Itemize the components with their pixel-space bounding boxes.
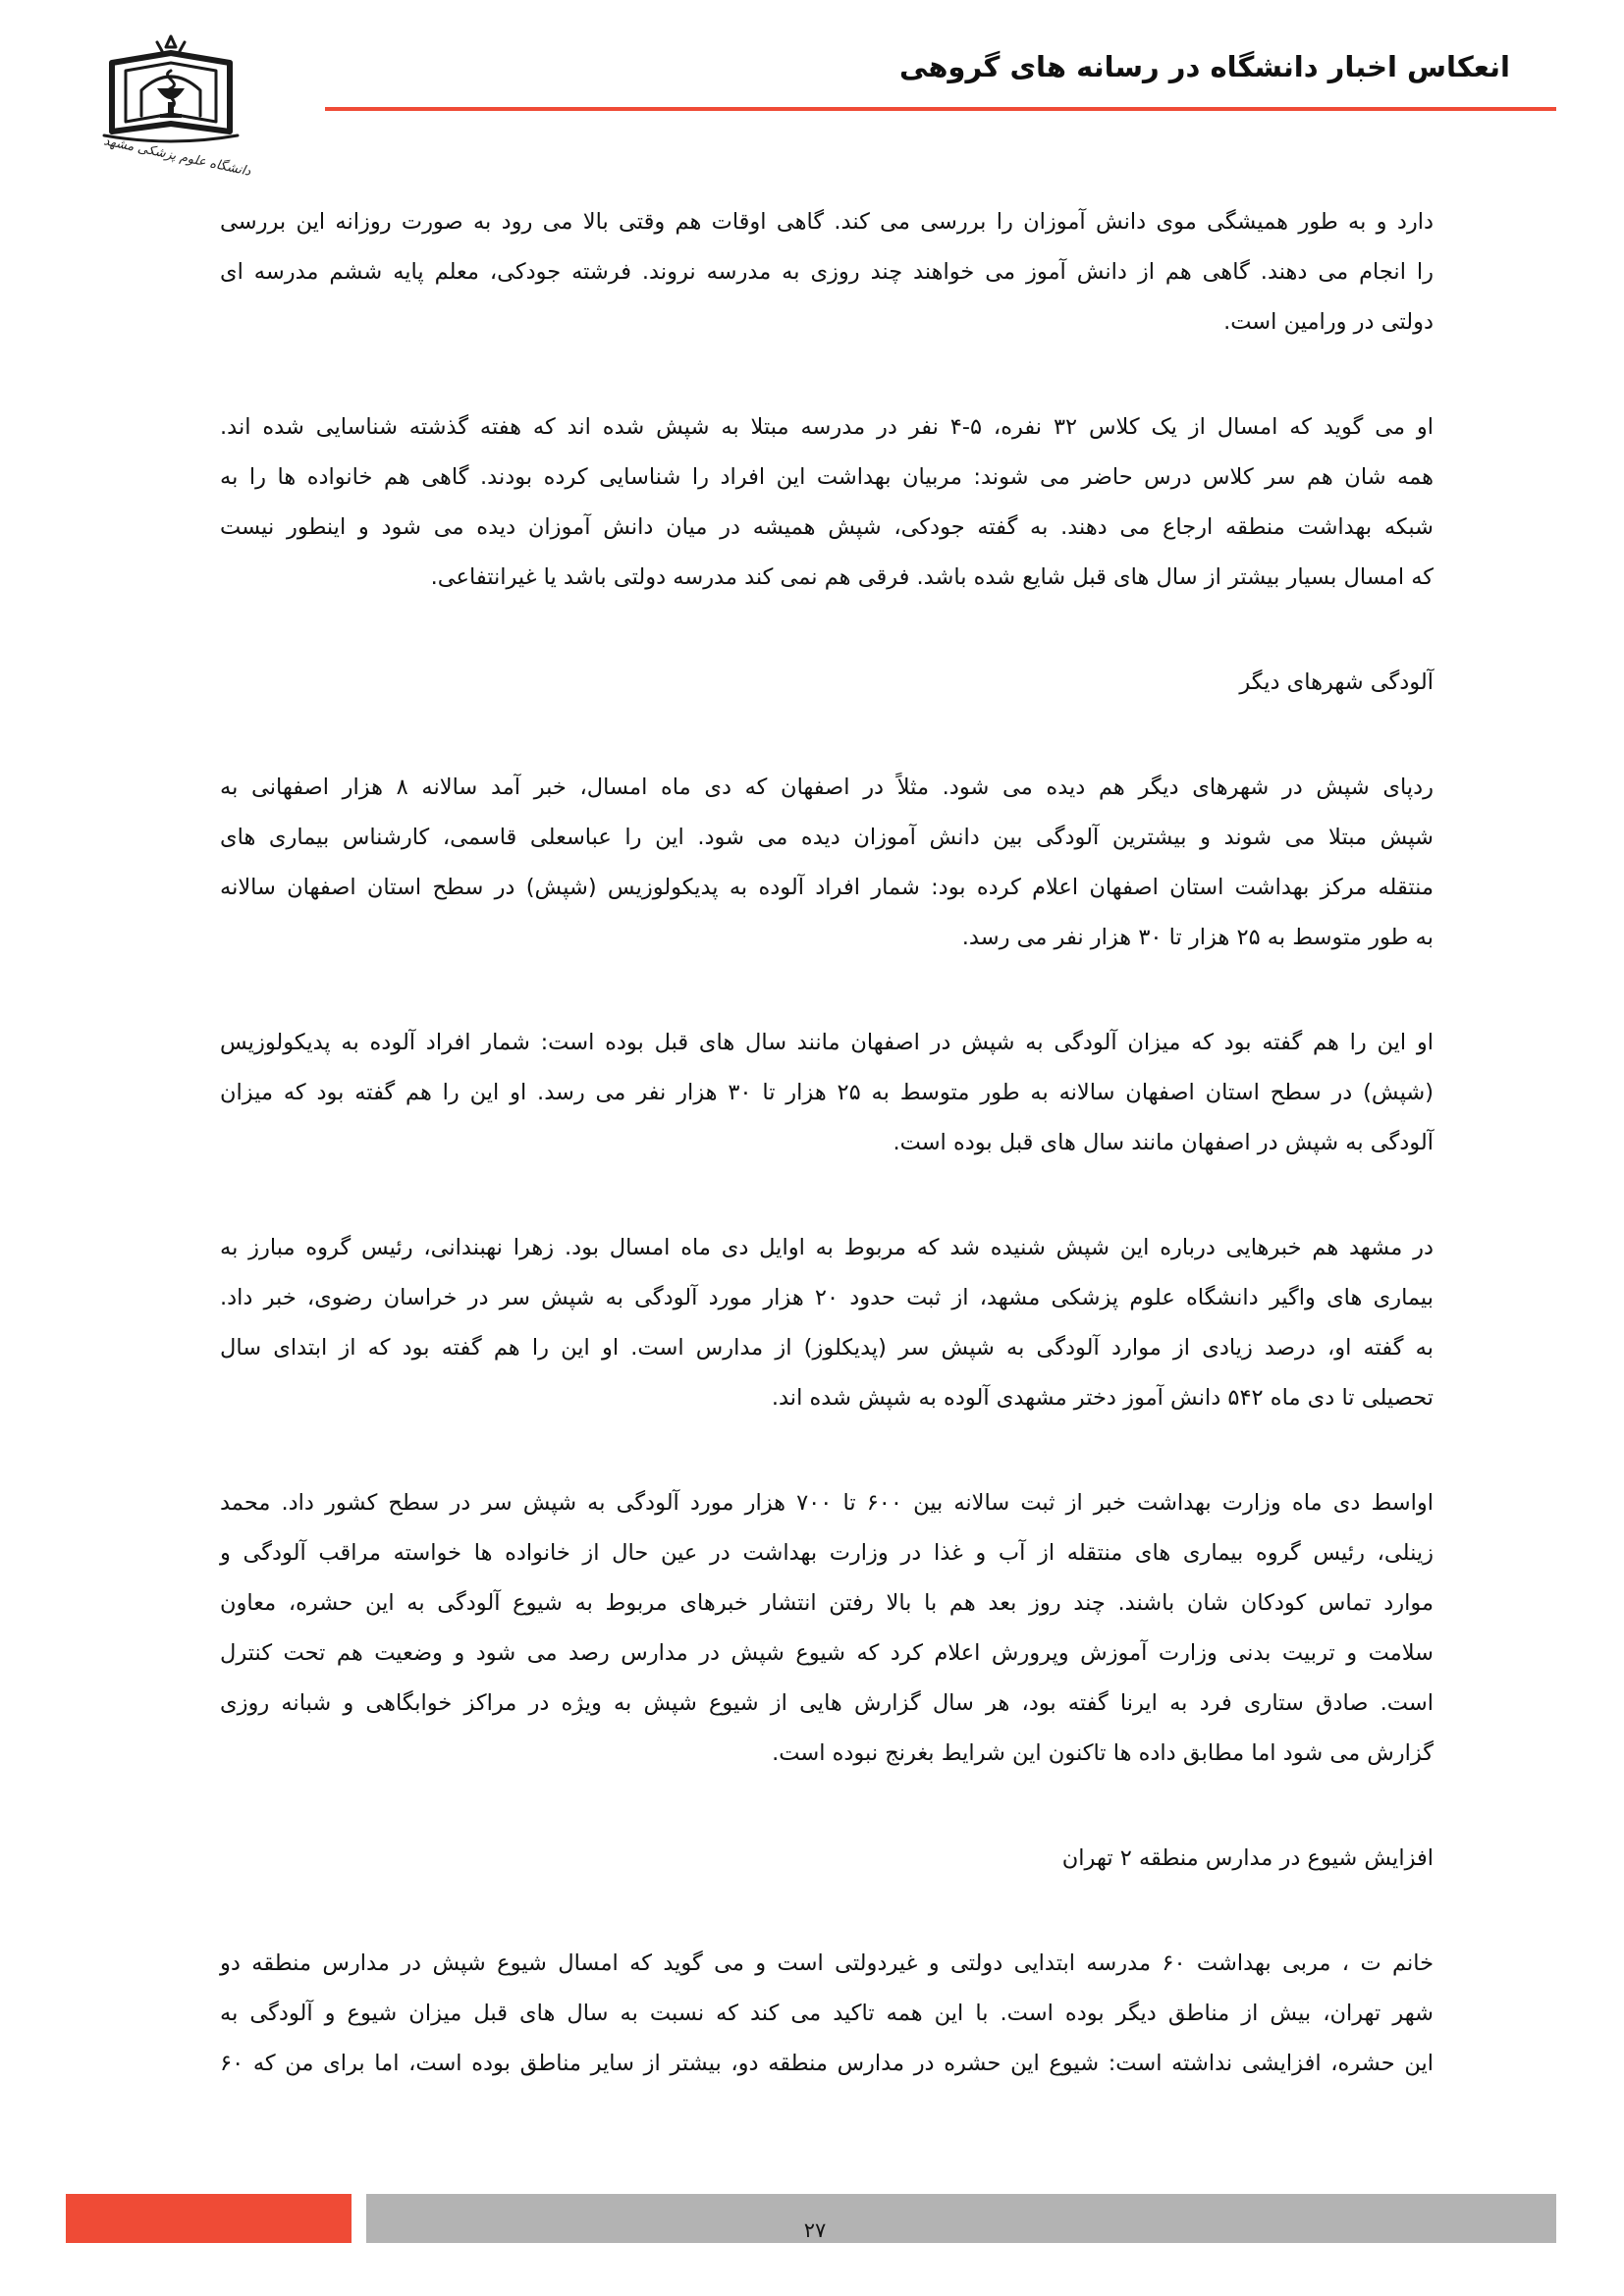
- paragraph: [220, 1018, 1434, 1168]
- paragraph: [220, 763, 1434, 963]
- page-title: انعکاس اخبار دانشگاه در رسانه های گروهی: [898, 50, 1510, 83]
- paragraph-line: گزارش می شود اما مطابق داده ها تاکنون این شرایط بغرنج نبوده است.: [772, 1740, 1434, 1766]
- paragraph-line: تحصیلی تا دی ماه ۵۴۲ دانش آموز دختر مشهدی آلوده به شپش شده اند.: [771, 1385, 1434, 1411]
- paragraph-line: همه شان هم سر کلاس درس حاضر می شوند: مربیان بهداشت این افراد را شناسایی کرده بودند. گاهی هم خانواده ها را به: [220, 464, 1434, 490]
- paragraph-line: موارد تماس کودکان شان باشند. چند روز بعد هم با بالا رفتن انتشار خبرهای مربوط به شیوع آلودگی به این حشره، معاون: [220, 1590, 1434, 1616]
- paragraph: [220, 1223, 1434, 1423]
- paragraph-line: اواسط دی ماه وزارت بهداشت خبر از ثبت سالانه بین ۶۰۰ تا ۷۰۰ هزار مورد آلودگی به شپش سر در سطح کشور داد. محمد: [220, 1490, 1435, 1516]
- paragraph-line: این حشره، افزایشی نداشته است: شیوع این حشره در مدارس منطقه دو، بیشتر از سایر مناطق بوده است، اما برای من که ۶۰: [220, 2051, 1434, 2076]
- paragraph-line: است. صادق ستاری فرد به ایرنا گفته بود، هر سال گزارش هایی از شیوع شپش به ویژه در مراکز خوابگاهی و شبانه روزی: [220, 1690, 1434, 1716]
- paragraph-line: دولتی در ورامین است.: [1223, 309, 1434, 335]
- header-divider: [325, 107, 1556, 111]
- paragraph-line: منتقله مرکز بهداشت استان اصفهان اعلام کرده بود: شمار افراد آلوده به پدیکولوزیس (شپش) در سطح استان اصفهان سالانه: [220, 875, 1434, 900]
- paragraph-line: او این را هم گفته بود که میزان آلودگی به شپش در اصفهان مانند سال های قبل بوده است: شمار افراد آلوده به پدیکولوزیس: [220, 1030, 1434, 1055]
- footer-gray-bar: [366, 2194, 1556, 2243]
- emblem-goblet: [157, 88, 185, 118]
- paragraph: [220, 197, 1434, 347]
- paragraph-line: (شپش) در سطح استان اصفهان سالانه به طور متوسط به ۲۵ هزار تا ۳۰ هزار نفر می رسد. او این را هم گفته بود که میزان: [220, 1080, 1434, 1105]
- page-number: ۲۷: [803, 2218, 827, 2242]
- paragraph-line: ردپای شپش در شهرهای دیگر هم دیده می شود. مثلاً در اصفهان که دی ماه امسال، خبر آمد سالانه ۸ هزار اصفهانی به: [220, 774, 1434, 800]
- university-emblem-icon: [98, 33, 244, 149]
- emblem-crown: [157, 36, 185, 51]
- paragraph-line: شپش مبتلا می شوند و بیشترین آلودگی بین دانش آموزان دیده می شود. این را عباسعلی قاسمی، کارشناس بیماری های: [220, 825, 1434, 850]
- footer-accent-bar: [66, 2194, 352, 2243]
- paragraph-line: در مشهد هم خبرهایی درباره این شپش شنیده شد که مربوط به اوایل دی ماه امسال بود. زهرا نهبندانی، رئیس گروه مبارز به: [220, 1235, 1434, 1260]
- paragraph-line: به گفته او، درصد زیادی از موارد آلودگی به شپش سر (پدیکلوز) از مدارس است. او این را هم گفته بود که از ابتدای سال: [220, 1335, 1434, 1361]
- paragraph-line: سلامت و تربیت بدنی وزارت آموزش وپرورش اعلام کرد که شیوع شپش در مدارس رصد می شود و وضعیت هم تحت کنترل: [220, 1640, 1434, 1666]
- article-body: [220, 197, 1434, 2089]
- section-heading-block: [220, 658, 1434, 708]
- logo-lettering: دانشگاه علوم پزشکی مشهد: [102, 133, 252, 180]
- section-heading: آلودگی شهرهای دیگر: [1239, 669, 1434, 695]
- paragraph-line: را انجام می دهند. گاهی هم از دانش آموز می خواهند چند روزی به مدرسه نروند. فرشته جودکی، معلم پایه ششم مدرسه ای: [220, 259, 1434, 285]
- paragraph-line: که امسال بسیار بیشتر از سال های قبل شایع شده باشد. فرقی هم نمی کند مدرسه دولتی باشد یا غیرانتفاعی.: [430, 564, 1434, 590]
- section-heading: افزایش شیوع در مدارس منطقه ۲ تهران: [1061, 1845, 1434, 1871]
- section-heading-block: [220, 1834, 1434, 1884]
- paragraph-line: خانم ت ، مربی بهداشت ۶۰ مدرسه ابتدایی دولتی و غیردولتی است و می گوید که امسال شیوع شپش در مدارس منطقه دو: [220, 1950, 1434, 1976]
- paragraph-line: به طور متوسط به ۲۵ هزار تا ۳۰ هزار نفر می رسد.: [961, 925, 1434, 950]
- paragraph-line: او می گوید که امسال از یک کلاس ۳۲ نفره، ۵-۴ نفر در مدرسه مبتلا به شپش شده اند که هفته گذشته شناسایی شده اند.: [220, 414, 1434, 440]
- paragraph: [220, 1478, 1434, 1779]
- paragraph-line: دارد و به طور همیشگی موی دانش آموزان را بررسی می کند. گاهی اوقات هم وقتی بالا می رود به صورت روزانه این بررسی: [220, 209, 1434, 235]
- paragraph-line: زینلی، رئیس گروه بیماری های منتقله از آب و غذا در وزارت بهداشت در عین حال از خانواده ها خواسته مراقب آلودگی و: [220, 1540, 1434, 1566]
- paragraph-line: بیماری های واگیر دانشگاه علوم پزشکی مشهد، از ثبت حدود ۲۰ هزار مورد آلودگی به شپش سر در خراسان رضوی، خبر داد.: [220, 1285, 1434, 1310]
- paragraph-line: آلودگی به شپش در اصفهان مانند سال های قبل بوده است.: [893, 1130, 1434, 1155]
- paragraph: [220, 402, 1434, 603]
- university-logo: [98, 33, 252, 190]
- paragraph-line: شبکه بهداشت منطقه ارجاع می دهند. به گفته جودکی، شپش همیشه در میان دانش آموزان دیده می شود و اینطور نیست: [220, 514, 1434, 540]
- paragraph: [220, 1939, 1434, 2089]
- paragraph-line: شهر تهران، بیش از مناطق دیگر بوده است. با این همه تاکید می کند که نسبت به سال های قبل میزان شیوع و آلودگی به: [220, 2001, 1434, 2026]
